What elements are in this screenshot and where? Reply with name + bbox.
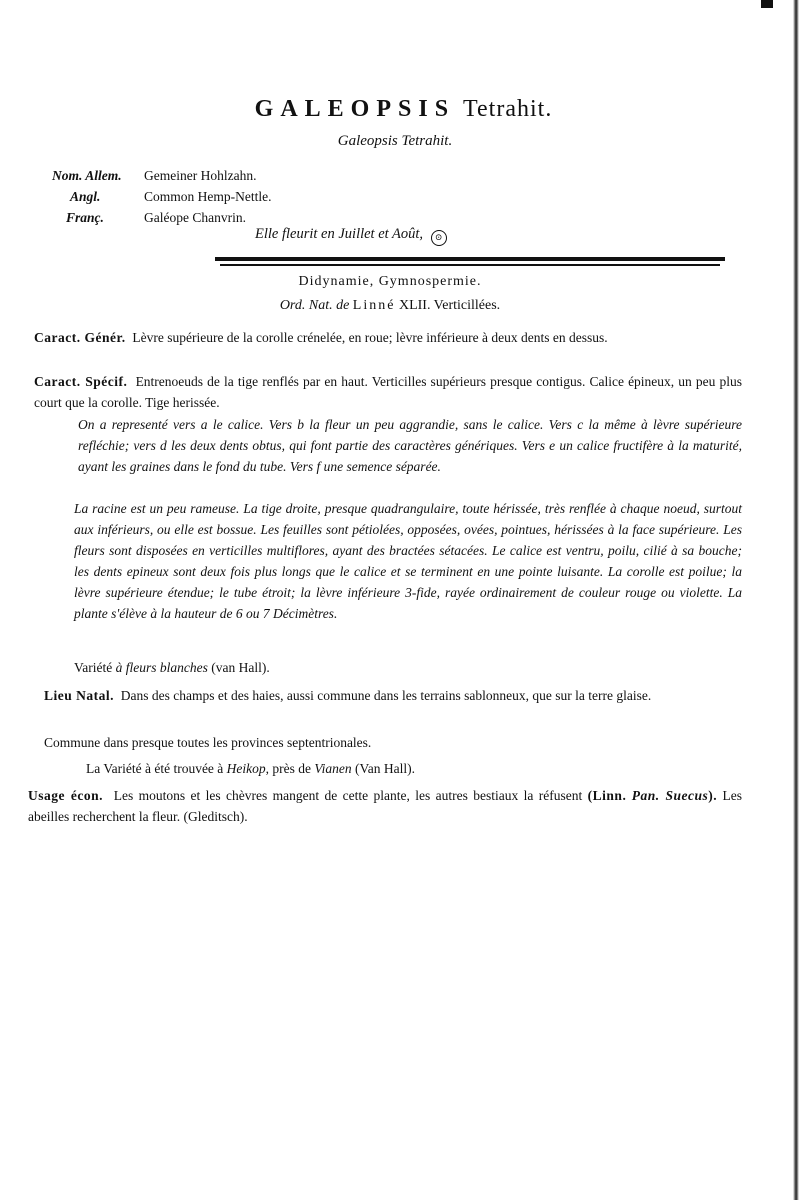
description-paragraph: La racine est un peu rameuse. La tige droite, presque quadrangulaire, toute hérissée, très renflée à chaque noeud, surtout aux inférieurs, ou elle est bossue. Les feuilles sont pétiolées, opposées, ovées, pointues, hérissées à la face supérieure. Les fleurs sont disposées en verticilles multiflores, ayant des bractées sétacées. Le calice est ventru, poilu, cilié à sa bouche; les dents epineux sont deux fois plus longs que le calice et se terminent en une pointe luisante. La corolle est poilue; la lèvre supérieure étendue; le tube étroit; la lèvre inférieure 3-fide, rayée ordinairement de couleur rouge ou violette. La plante s'élève à la hauteur de 6 ou 7 Décimètres. bbox=[74, 501, 742, 621]
figure-note-paragraph: On a representé vers a le calice. Vers b la fleur un peu aggrandie, sans le calice. Vers c la même à lèvre supérieure refléchie; vers d les deux dents obtus, qui font partie des caractères génériques. Vers e un calice fructifère à la maturité, ayant les graines dans le fond du tube. Vers f une semence séparée. bbox=[78, 417, 742, 474]
caract-gener-paragraph bbox=[34, 327, 742, 348]
common-names bbox=[52, 165, 271, 228]
lieu-natal-label: Lieu Natal. bbox=[44, 688, 115, 703]
name-row-french bbox=[52, 207, 271, 228]
name-lang: Franç. bbox=[66, 210, 104, 225]
caract-gener-text: Lèvre supérieure de la corolle crénelée, en roue; lèvre inférieure à deux dents en dessus. bbox=[132, 330, 608, 345]
annual-symbol-icon: ⊙ bbox=[431, 230, 447, 246]
usage-paragraph bbox=[28, 785, 742, 827]
linnaean-class: Didynamie, Gymnospermie. bbox=[298, 274, 482, 289]
variety-suffix: (van Hall). bbox=[211, 660, 270, 675]
usage-ref-italic: Pan. Suecus bbox=[631, 788, 709, 803]
usage-ref-close: ). bbox=[708, 788, 718, 803]
variety-prefix: Variété bbox=[74, 660, 113, 675]
name-value: Galéope Chanvrin. bbox=[144, 210, 246, 225]
variety-italic: à fleurs blanches bbox=[115, 660, 208, 675]
divider-rule-thin bbox=[220, 264, 720, 266]
ordre-linne: Linné bbox=[352, 298, 396, 313]
variety-found-prefix: La Variété à été trouvée à bbox=[86, 761, 224, 776]
variety-found-line bbox=[86, 758, 742, 779]
usage-text2: Les abeilles recherchent la fleur. bbox=[28, 788, 743, 824]
natural-order bbox=[0, 298, 780, 314]
usage-ref2: (Gleditsch). bbox=[183, 809, 248, 824]
title-species: Tetrahit. bbox=[463, 96, 553, 122]
divider-rule-thick bbox=[215, 257, 725, 261]
corner-mark bbox=[761, 0, 773, 8]
variety-found-suffix: (Van Hall). bbox=[355, 761, 415, 776]
ordre-suffix: XLII. Verticillées. bbox=[398, 298, 501, 313]
name-row-german bbox=[52, 165, 271, 186]
commune-line: Commune dans presque toutes les provinces septentrionales. bbox=[44, 735, 372, 750]
caract-specif-paragraph bbox=[34, 371, 742, 413]
page-title bbox=[0, 96, 807, 123]
name-value: Gemeiner Hohlzahn. bbox=[144, 168, 257, 183]
flowering-text: Elle fleurit en Juillet et Août, bbox=[255, 226, 424, 242]
caract-specif-text: Entrenoeuds de la tige renflés par en haut. Verticilles supérieurs presque contigus. Calice épineux, un peu plus court que la corolle. Tige herissée. bbox=[34, 374, 742, 410]
name-row-english bbox=[52, 186, 271, 207]
page-subtitle: Galeopsis Tetrahit. bbox=[337, 133, 453, 149]
title-genus: GALEOPSIS bbox=[254, 96, 456, 122]
lieu-natal-paragraph bbox=[44, 685, 742, 706]
usage-text: Les moutons et les chèvres mangent de cette plante, les autres bestiaux la réfusent bbox=[113, 788, 583, 803]
variety-found-place2: Vianen bbox=[314, 761, 352, 776]
variety-line bbox=[74, 657, 742, 678]
caract-specif-label: Caract. Spécif. bbox=[34, 374, 128, 389]
variety-found-place1: Heikop bbox=[226, 761, 266, 776]
page-edge bbox=[793, 0, 799, 1200]
name-lang: Nom. Allem. bbox=[52, 168, 122, 183]
usage-ref-open: (Linn. bbox=[587, 788, 627, 803]
lieu-natal-text: Dans des champs et des haies, aussi commune dans les terrains sablonneux, que sur la terre glaise. bbox=[120, 688, 652, 703]
ordre-prefix: Ord. Nat. de bbox=[279, 298, 350, 313]
flowering-period bbox=[255, 226, 447, 246]
caract-gener-label: Caract. Génér. bbox=[34, 330, 126, 345]
usage-label: Usage écon. bbox=[28, 788, 103, 803]
variety-found-mid: , près de bbox=[265, 761, 312, 776]
name-lang: Angl. bbox=[70, 189, 101, 204]
name-value: Common Hemp-Nettle. bbox=[144, 189, 272, 204]
